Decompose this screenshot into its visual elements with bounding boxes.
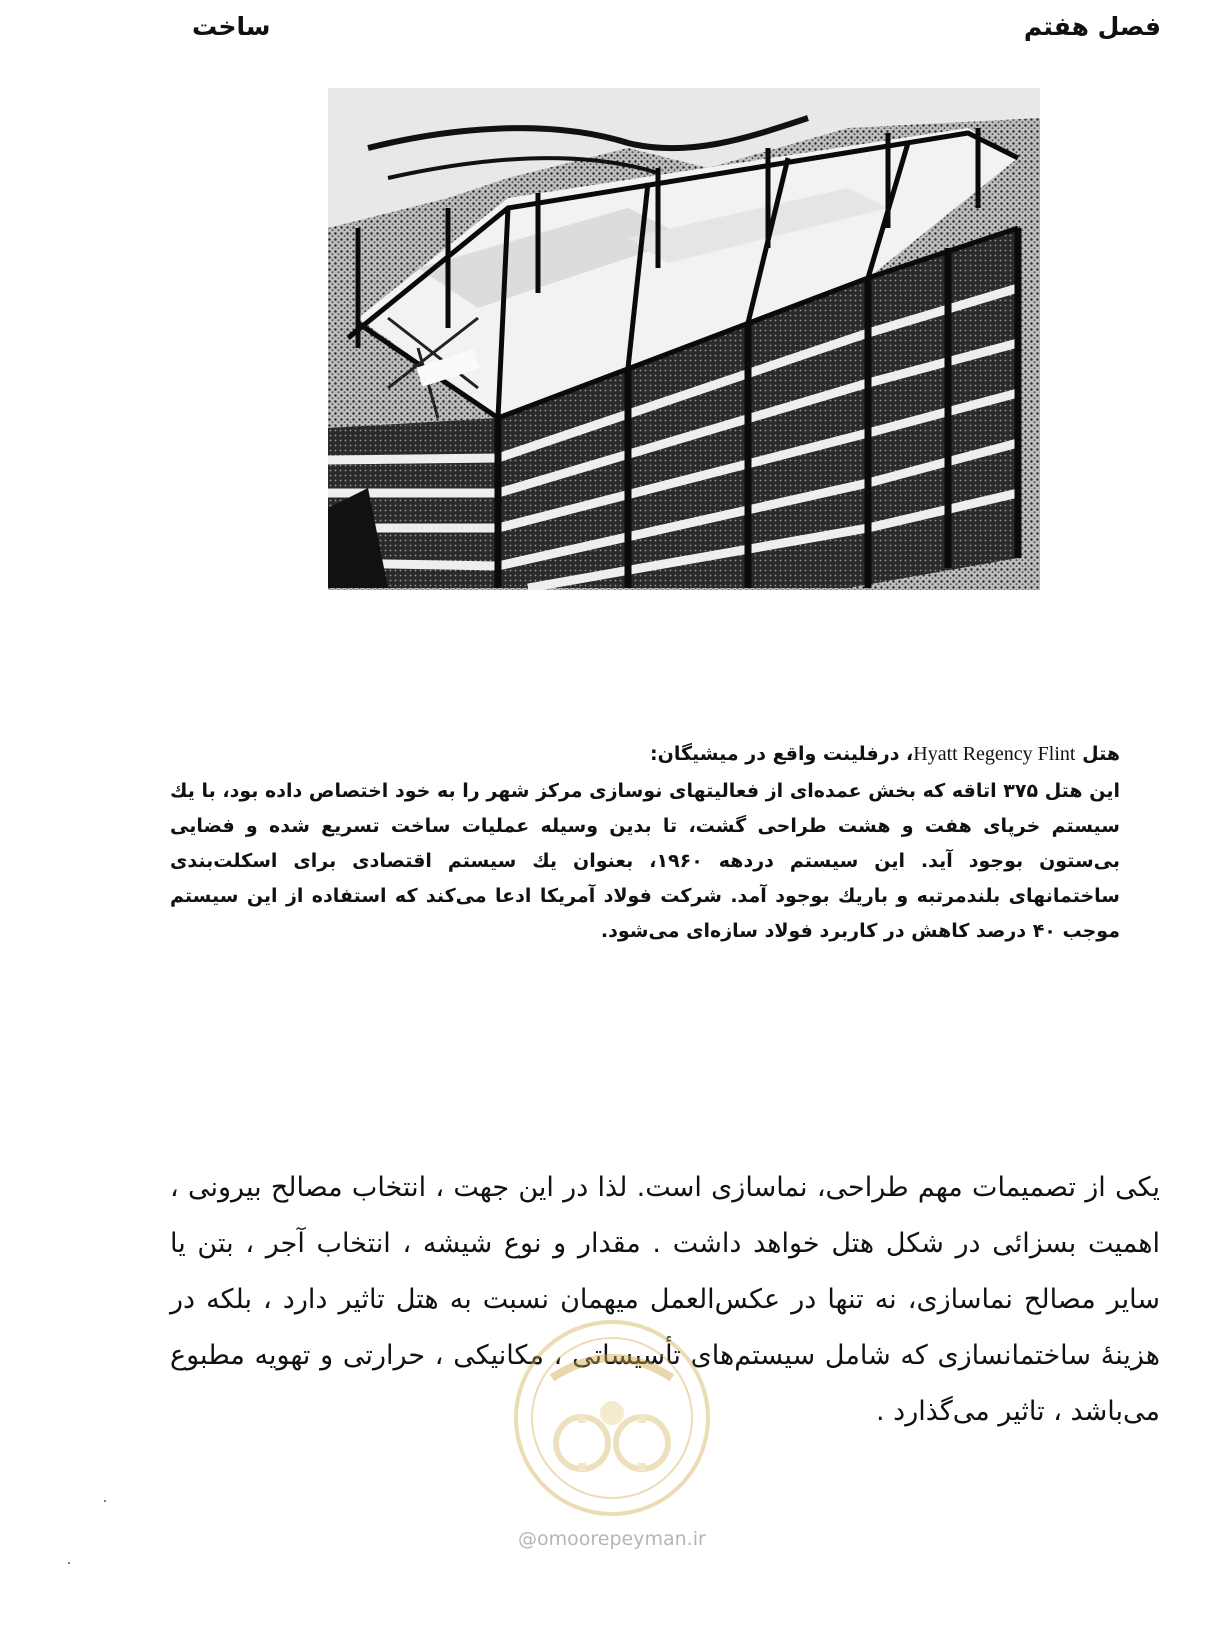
- caption-body: این هتل ۳۷۵ اتاقه که بخش عمده‌ای از فعالیتهای نوسازی مرکز شهر را به خود اختصاص داده بود، با یك سیستم خرپای هفت و هشت طراحی گشت، تا بدین وسیله عملیات ساخت تسریع شده و فضایی بی‌ستون بوجود آید. این سیستم دردهه ۱۹۶۰، بعنوان یك سیستم اقتصادی برای اسکلت‌بندی ساختمانهای بلندمرتبه و باریك بوجود آمد. شرکت فولاد آمریکا ادعا می‌کند که استفاده از این سیستم موجب ۴۰ درصد کاهش در کاربرد فولاد سازه‌ای می‌شود.: [170, 780, 1120, 942]
- caption-title: [170, 740, 1120, 768]
- section-title: ساخت: [192, 12, 271, 41]
- caption-title-suffix: ، درفلینت واقع در میشیگان:: [650, 743, 914, 765]
- watermark-url: @omoorepeyman.ir: [518, 1528, 706, 1550]
- caption-title-prefix: هتل: [1082, 743, 1120, 765]
- watermark-seal-icon: [512, 1318, 712, 1518]
- speck: [68, 1562, 70, 1564]
- body-paragraph: یکی از تصمیمات مهم طراحی، نماسازی است. لذا در این جهت ، انتخاب مصالح بیرونی ، اهمیت بسزائی در شکل هتل خواهد داشت . مقدار و نوع شیشه ، انتخاب آجر ، بتن یا سایر مصالح نماسازی، نه تنها در عکس‌العمل میهمان نسبت به هتل تاثیر دارد ، بلکه در هزینهٔ ساختمانسازی که شامل سیستم‌های تأسیساتی ، مکانیکی ، حرارتی و تهویه مطبوع می‌باشد ، تاثیر می‌گذارد .: [170, 1172, 1160, 1427]
- caption-hotel-name: Hyatt Regency Flint: [913, 743, 1076, 765]
- figure-caption: [170, 740, 1120, 949]
- speck: [104, 1500, 106, 1502]
- chapter-title: فصل هفتم: [1023, 12, 1161, 41]
- construction-photo: [328, 88, 1040, 590]
